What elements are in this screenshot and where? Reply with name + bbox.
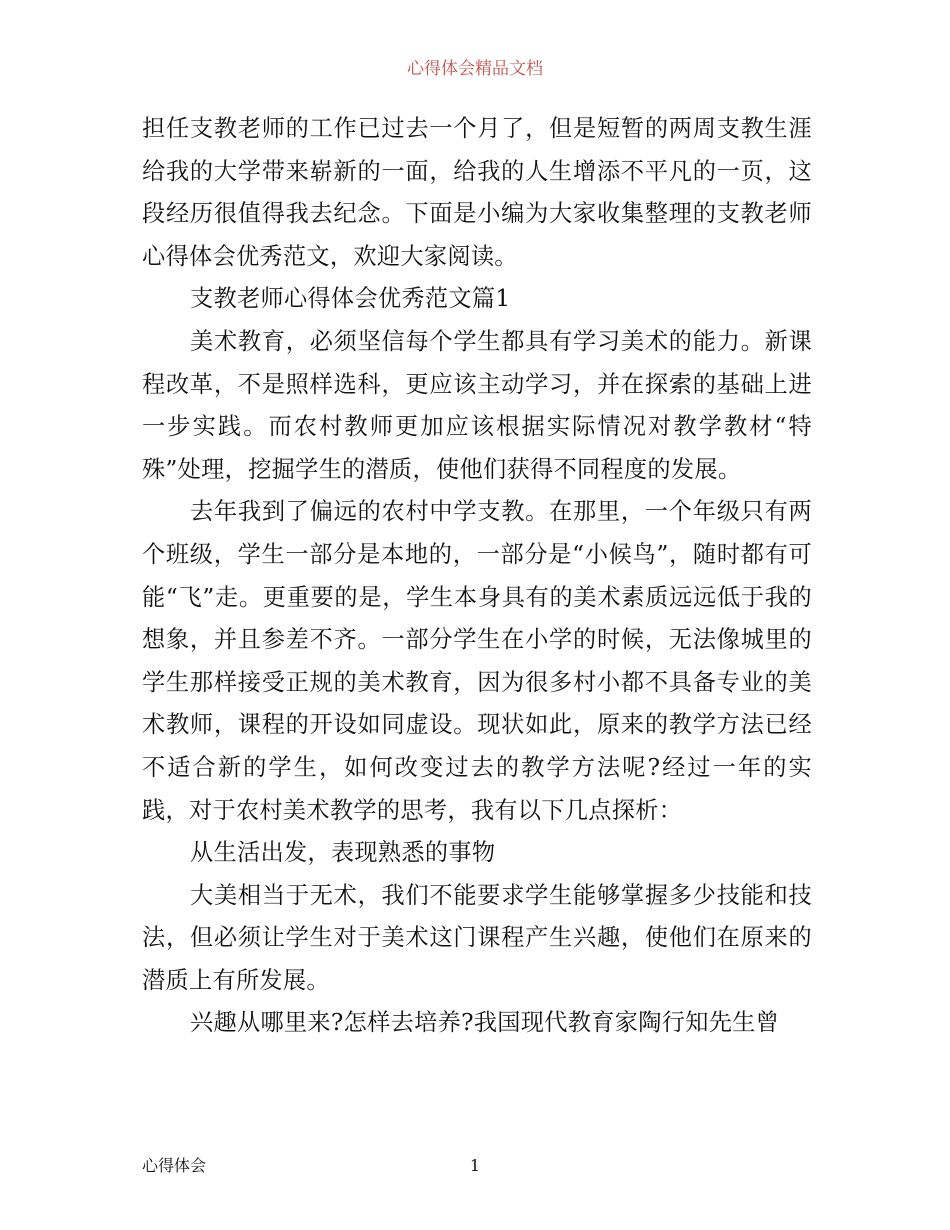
document-body [142,108,812,1045]
footer-label: 心得体会 [142,1156,207,1175]
paragraph: 去年我到了偏远的农村中学支教。在那里，一个年级只有两个班级，学生一部分是本地的，一部分是“小候鸟”，随时都有可能“飞”走。更重要的是，学生本身具有的美术素质远远低于我的想象，并且参差不齐。一部分学生在小学的时候，无法像城里的学生那样接受正规的美术教育，因为很多村小都不具备专业的美术教师，课程的开设如同虚设。现状如此，原来的教学方法已经不适合新的学生，如何改变过去的教学方法呢?经过一年的实践，对于农村美术教学的思考，我有以下几点探析： [142,498,812,824]
page-number: 1 [469,1156,481,1175]
intro-paragraph: 担任支教老师的工作已过去一个月了，但是短暂的两周支教生涯给我的大学带来崭新的一面，给我的人生增添不平凡的一页，这段经历很值得我去纪念。下面是小编为大家收集整理的支教老师心得体会优秀范文，欢迎大家阅读。 [142,115,812,270]
section-heading: 支教老师心得体会优秀范文篇1 [190,285,511,313]
paragraph: 兴趣从哪里来?怎样去培养?我国现代教育家陶行知先生曾 [190,1009,780,1037]
paragraph: 大美相当于无术，我们不能要求学生能够掌握多少技能和技法，但必须让学生对于美术这门课程产生兴趣，使他们在原来的潜质上有所发展。 [142,881,812,994]
header-title: 心得体会精品文档 [407,59,543,79]
subsection-heading: 从生活出发，表现熟悉的事物 [190,839,496,867]
paragraph: 美术教育，必须坚信每个学生都具有学习美术的能力。新课程改革，不是照样选科，更应该主动学习，并在探索的基础上进一步实践。而农村教师更加应该根据实际情况对教学教材“特殊”处理，挖掘学生的潜质，使他们获得不同程度的发展。 [142,327,812,483]
